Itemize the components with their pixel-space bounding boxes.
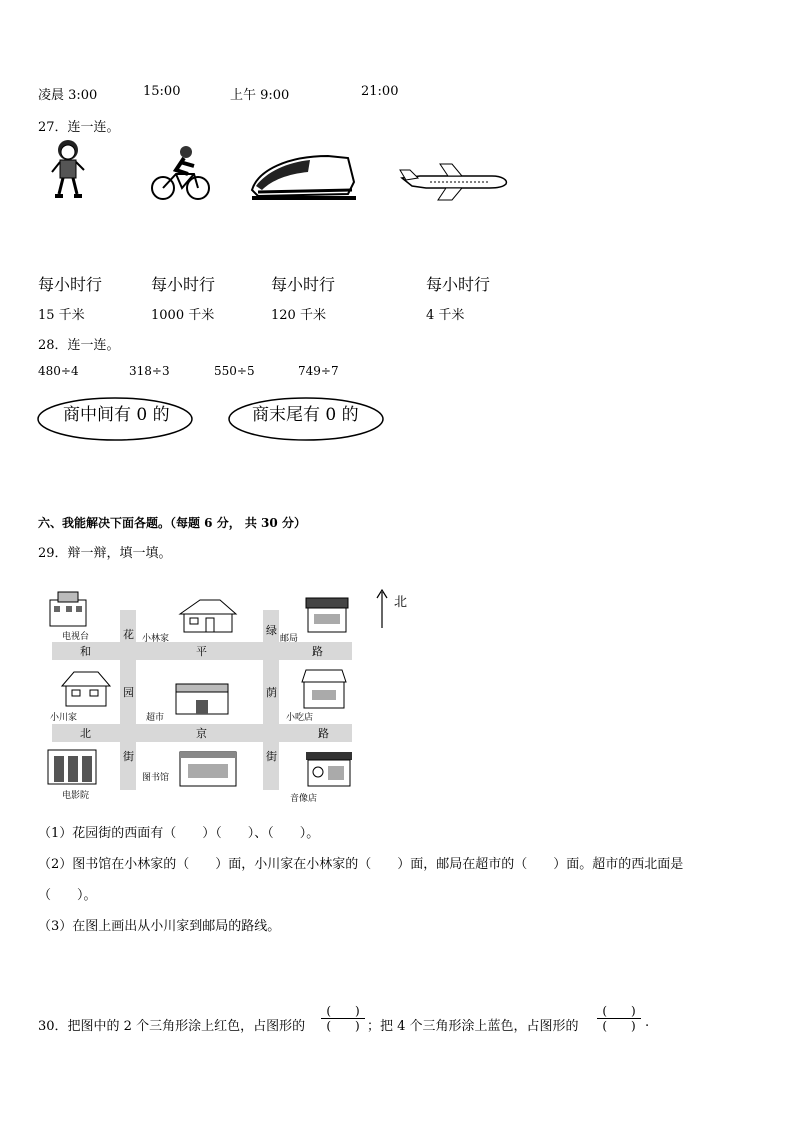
speed-label-2: 每小时行 <box>151 275 216 294</box>
q30-text-c: . <box>645 1015 650 1030</box>
q30-text-a: 30．把图中的 2 个三角形涂上红色，占图形的 <box>38 1019 306 1034</box>
fraction-red-denominator: ( ) <box>326 1019 360 1033</box>
compass-north-label: 北 <box>394 595 408 610</box>
town-map <box>40 586 360 806</box>
q29-part3: （3）在图上画出从小川家到邮局的路线。 <box>38 919 281 934</box>
cyclist-icon <box>150 144 212 204</box>
street-ly-char-1: 绿 <box>266 624 277 637</box>
time-4: 21:00 <box>361 84 399 99</box>
place-xiaolin-home: 小林家 <box>142 634 170 644</box>
speed-1: 15 千米 <box>38 308 85 323</box>
speed-3: 120 千米 <box>271 308 326 323</box>
cinema-icon <box>44 746 100 786</box>
tv-station-icon <box>44 590 92 628</box>
place-post-office: 邮局 <box>280 634 299 644</box>
airplane-icon <box>396 162 510 202</box>
place-snack-shop: 小吃店 <box>286 713 314 723</box>
xiaolin-home-icon <box>178 596 238 634</box>
time-2: 15:00 <box>143 84 181 99</box>
fraction-blank-blue[interactable] <box>597 1004 641 1033</box>
expr-3: 550÷5 <box>214 364 255 378</box>
road-hp-char-3: 路 <box>312 645 323 658</box>
place-tv-station: 电视台 <box>62 632 90 642</box>
street-hy-char-3: 街 <box>123 750 134 763</box>
q29-part2-line1: （2）图书馆在小林家的（ ）面，小川家在小林家的（ ）面，邮局在超市的（ ）面。超市的西北面是 <box>38 857 684 872</box>
time-3: 上午 9:00 <box>230 88 290 103</box>
oval-label-2: 商末尾有 0 的 <box>252 405 359 425</box>
speed-label-4: 每小时行 <box>426 275 491 294</box>
street-ly-char-3: 街 <box>266 750 277 763</box>
expr-4: 749÷7 <box>298 364 339 378</box>
q30-text-b: ；把 4 个三角形涂上蓝色，占图形的 <box>367 1019 579 1034</box>
section-6-heading: 六、我能解决下面各题。（每题 6 分， 共 30 分） <box>38 516 306 530</box>
time-1: 凌晨 3:00 <box>38 88 98 103</box>
supermarket-icon <box>172 682 232 716</box>
expr-2: 318÷3 <box>129 364 170 378</box>
q29-part2-line2: （ ）。 <box>38 888 97 903</box>
road-bj-char-3: 路 <box>318 727 329 740</box>
girl-walking-icon <box>46 138 90 202</box>
post-office-icon <box>302 594 352 634</box>
q27-title: 27．连一连。 <box>38 120 120 135</box>
fraction-red-numerator: ( ) <box>326 1004 360 1018</box>
expr-1: 480÷4 <box>38 364 79 378</box>
q28-title: 28．连一连。 <box>38 338 120 353</box>
speed-label-1: 每小时行 <box>38 275 103 294</box>
xiaochuan-home-icon <box>60 668 112 708</box>
music-store-icon <box>302 750 356 788</box>
speed-label-3: 每小时行 <box>271 275 336 294</box>
library-icon <box>176 748 240 788</box>
road-hp-char-1: 和 <box>80 645 91 658</box>
speed-4: 4 千米 <box>426 308 465 323</box>
q29-part1: （1）花园街的西面有（ ）（ ）、（ ）。 <box>38 826 320 841</box>
north-arrow-icon <box>376 588 388 630</box>
place-cinema: 电影院 <box>62 791 90 801</box>
train-icon <box>248 150 358 204</box>
oval-label-1: 商中间有 0 的 <box>63 405 170 425</box>
road-bj-char-1: 北 <box>80 727 91 740</box>
snack-shop-icon <box>298 666 350 710</box>
street-hy-char-1: 花 <box>123 628 134 641</box>
street-hy-char-2: 园 <box>123 686 134 699</box>
road-bj-char-2: 京 <box>196 727 207 740</box>
place-supermarket: 超市 <box>146 713 165 723</box>
fraction-blue-denominator: ( ) <box>602 1019 636 1033</box>
road-hp-char-2: 平 <box>196 645 207 658</box>
fraction-blue-numerator: ( ) <box>602 1004 636 1018</box>
fraction-blank-red[interactable] <box>321 1004 365 1033</box>
q29-title: 29．辩一辩，填一填。 <box>38 546 172 561</box>
place-library: 图书馆 <box>142 773 170 783</box>
speed-2: 1000 千米 <box>151 308 215 323</box>
place-music-store: 音像店 <box>290 794 318 804</box>
street-ly-char-2: 荫 <box>266 686 277 699</box>
place-xiaochuan-home: 小川家 <box>50 713 78 723</box>
